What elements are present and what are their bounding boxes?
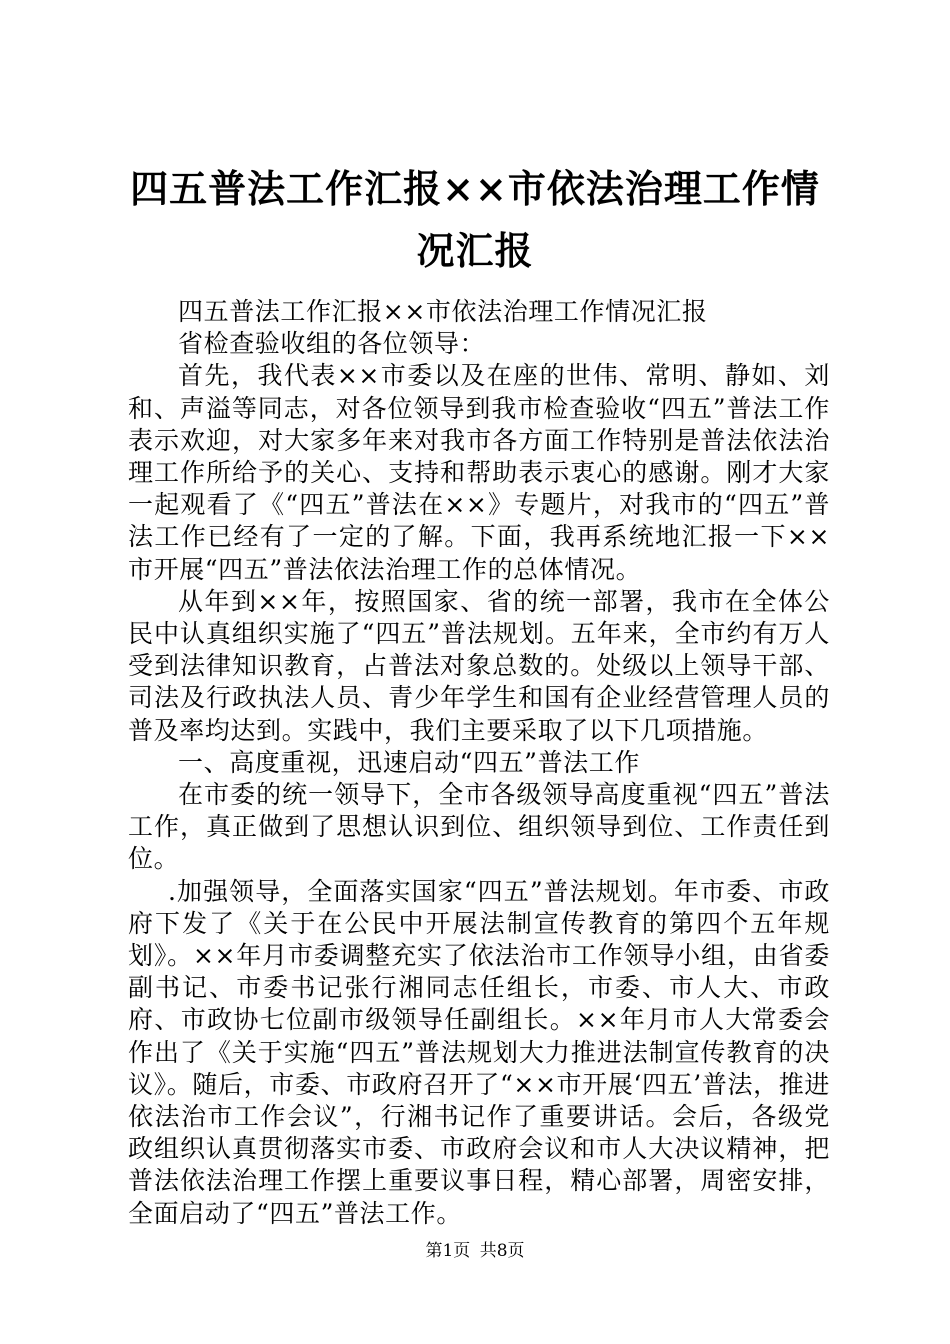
page-footer <box>0 1240 950 1262</box>
document-body <box>128 296 830 1230</box>
paragraph-intro: 首先，我代表××市委以及在座的世伟、常明、静如、刘和、声溢等同志，对各位领导到我市检查验收“四五”普法工作表示欢迎，对大家多年来对我市各方面工作特别是普法依法治理工作所给予的关心、支持和帮助表示衷心的感谢。刚才大家一起观看了《“四五”普法在××》专题片，对我市的“四五”普法工作已经有了一定的了解。下面，我再系统地汇报一下××市开展“四五”普法依法治理工作的总体情况。 <box>128 361 830 584</box>
paragraph-heading-repeat: 四五普法工作汇报××市依法治理工作情况汇报 <box>178 297 708 326</box>
paragraph-leadership: 在市委的统一领导下，全市各级领导高度重视“四五”普法工作，真正做到了思想认识到位、组织领导到位、工作责任到位。 <box>128 780 830 874</box>
paragraph-overview: 从年到××年，按照国家、省的统一部署，我市在全体公民中认真组织实施了“四五”普法规划。五年来，全市约有万人受到法律知识教育，占普法对象总数的。处级以上领导干部、司法及行政执法人员、青少年学生和国有企业经营管理人员的普及率均达到。实践中，我们主要采取了以下几项措施。 <box>128 586 830 745</box>
page-total: 共8页 <box>479 1241 525 1261</box>
paragraph-measures: .加强领导，全面落实国家“四五”普法规划。年市委、市政府下发了《关于在公民中开展法制宣传教育的第四个五年规划》。××年月市委调整充实了依法治市工作领导小组，由省委副书记、市委书记张行湘同志任组长，市委、市人大、市政府、市政协七位副市级领导任副组长。××年月市人大常委会作出了《关于实施“四五”普法规划大力推进法制宣传教育的决议》。随后，市委、市政府召开了“××市开展‘四五’普法，推进依法治市工作会议”，行湘书记作了重要讲话。会后，各级党政组织认真贯彻落实市委、市政府会议和市人大决议精神，把普法依法治理工作摆上重要议事日程，精心部署，周密安排，全面启动了“四五”普法工作。 <box>128 876 830 1228</box>
page-number: 第1页 <box>425 1241 471 1261</box>
section-heading-1: 一、高度重视，迅速启动“四五”普法工作 <box>178 747 640 777</box>
paragraph-salutation: 省检查验收组的各位领导： <box>178 329 486 359</box>
document-title: 四五普法工作汇报××市依法治理工作情况汇报 <box>130 166 820 273</box>
